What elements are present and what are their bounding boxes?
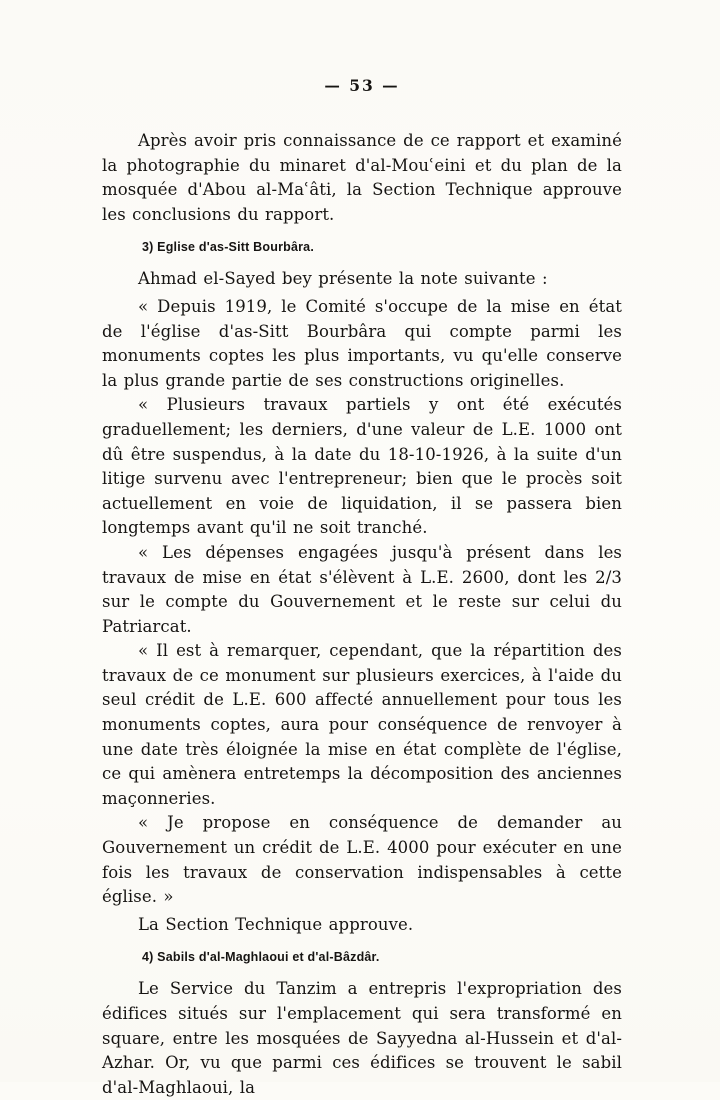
paragraph-depuis-1919: « Depuis 1919, le Comité s'occupe de la mise en état de l'église d'as-Sitt Bourbâra qui compte parmi les monuments coptes les plus importants, vu qu'elle conserve la plus grande partie de ses constructions originelles. <box>102 296 622 390</box>
section-heading-sabils: 4) Sabils d'al-Maghlaoui et d'al-Bâzdâr. <box>142 950 380 965</box>
paragraph-intro: Après avoir pris connaissance de ce rapport et examiné la photographie du minaret d'al-Mouʿeini et du plan de la mosquée d'Abou al-Maʿâti, la Section Technique approuve les conclusions du rapport. <box>102 131 622 224</box>
paragraph-depenses-engagees: « Les dépenses engagées jusqu'à présent dans les travaux de mise en état s'élèvent à L.E. 2600, dont les 2/3 sur le compte du Gouvernement et le reste sur celui du Patriarcat. <box>102 542 622 636</box>
paragraph-travaux-partiels: « Plusieurs travaux partiels y ont été exécutés graduellement; les derniers, d'une valeur de L.E. 1000 ont dû être suspendus, à la date du 18-10-1926, à la suite d'un litige survenu avec l'entrepreneur; bien que le procès soit actuellement en voie de liquidation, il se passera bien longtemps avant qu'il ne soit tranché. <box>102 395 622 538</box>
paragraph-proposition-credit: « Je propose en conséquence de demander au Gouvernement un crédit de L.E. 4000 pour exécuter en une fois les travaux de conservation indispensables à cette église. » <box>102 813 622 907</box>
paragraph-section-approuve: La Section Technique approuve. <box>138 914 414 934</box>
paragraph-repartition-travaux: « Il est à remarquer, cependant, que la répartition des travaux de ce monument sur plusieurs exercices, à l'aide du seul crédit de L.E. 600 affecté annuellement pour tous les monuments coptes, aura pour conséquence de renvoyer à une date très éloignée la mise en état complète de l'église, ce qui amènera entretemps la décomposition des anciennes maçonneries. <box>102 641 622 808</box>
page-number: — 53 — <box>324 76 400 95</box>
section-heading-eglise: 3) Eglise d'as-Sitt Bourbâra. <box>142 240 315 255</box>
paragraph-ahmad-note: Ahmad el-Sayed bey présente la note suivante : <box>138 269 548 289</box>
paragraph-service-tanzim: Le Service du Tanzim a entrepris l'expropriation des édifices situés sur l'emplacement qui sera transformé en square, entre les mosquées de Sayyedna al-Hussein et d'al-Azhar. Or, vu que parmi ces édifices se trouvent le sabil d'al-Maghlaoui, la <box>102 979 622 1097</box>
